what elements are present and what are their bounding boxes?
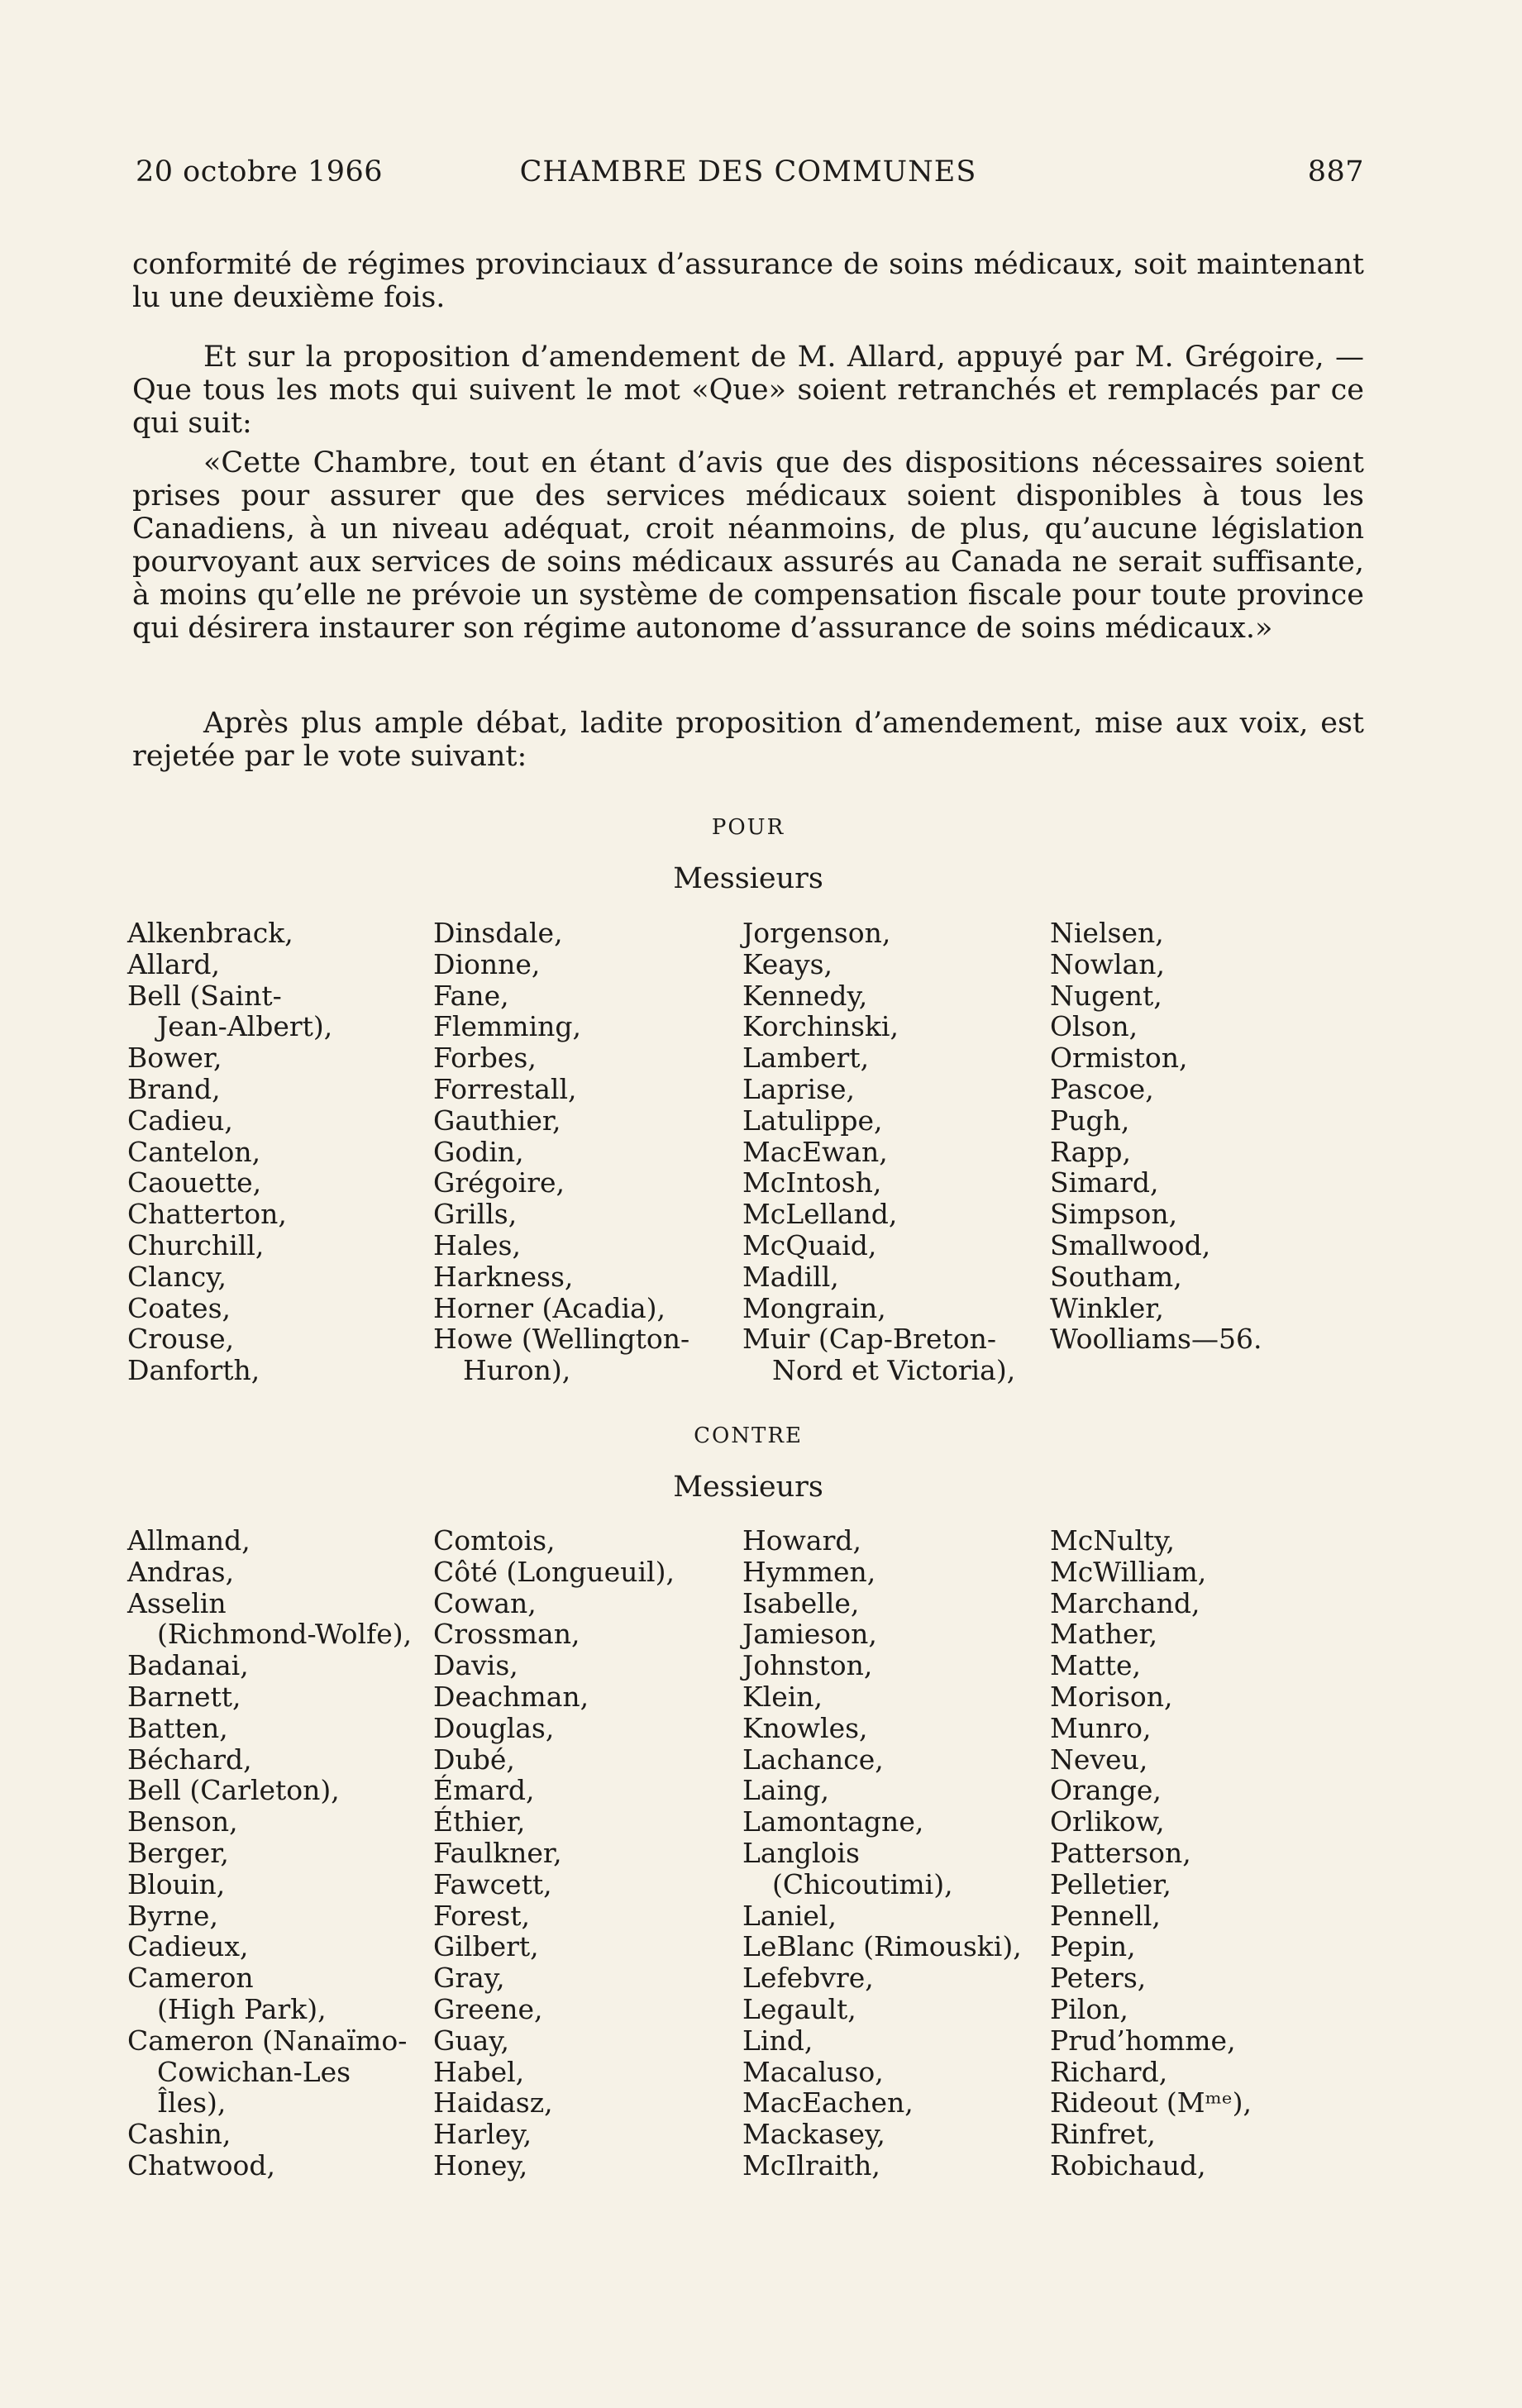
member-name: Danforth,	[127, 1354, 260, 1387]
member-name: Howe (Wellington-	[433, 1323, 690, 1356]
member-name: Latulippe,	[742, 1104, 883, 1137]
member-name: Batten,	[127, 1711, 228, 1744]
member-name: Alkenbrack,	[127, 917, 293, 949]
member-name: Godin,	[433, 1135, 524, 1168]
member-name: Orange,	[1050, 1774, 1162, 1807]
member-name: Pennell,	[1050, 1899, 1161, 1932]
member-name: Guay,	[433, 2024, 510, 2057]
member-name: Greene,	[433, 1992, 543, 2025]
member-name: Habel,	[433, 2055, 525, 2088]
member-name: Muir (Cap-Breton-	[742, 1323, 997, 1356]
member-name: Rideout (Mᵐᵉ),	[1050, 2086, 1252, 2120]
page-header	[132, 155, 1364, 197]
member-name: (High Park),	[157, 1992, 327, 2025]
member-name: Fane,	[433, 979, 509, 1012]
member-name: Nielsen,	[1050, 917, 1164, 949]
member-name: Béchard,	[127, 1743, 252, 1776]
body-paragraph-4: Après plus ample débat, ladite proposition d’amendement, mise aux voix, est rejetée par le vote suivant:	[132, 707, 1364, 773]
member-name: Côté (Longueuil),	[433, 1555, 675, 1588]
header-date: 20 octobre 1966	[136, 155, 384, 188]
member-name: Matte,	[1050, 1649, 1142, 1682]
member-name: Andras,	[127, 1555, 235, 1588]
member-name: Bower,	[127, 1042, 222, 1075]
member-name: Comtois,	[433, 1524, 556, 1557]
member-name: Pascoe,	[1050, 1072, 1154, 1105]
member-name: McLelland,	[742, 1198, 898, 1231]
member-name: Gauthier,	[433, 1104, 561, 1137]
member-name: Smallwood,	[1050, 1228, 1211, 1261]
member-name: McQuaid,	[742, 1228, 877, 1261]
member-name: Jorgenson,	[742, 917, 891, 949]
vote-for-heading: POUR	[711, 815, 785, 840]
member-name: Cashin,	[127, 2118, 231, 2151]
member-name: Dionne,	[433, 947, 541, 980]
member-name: Bell (Carleton),	[127, 1774, 340, 1807]
member-name: Morison,	[1050, 1680, 1173, 1713]
member-name: Howard,	[742, 1524, 861, 1557]
vote-for-subheading: Messieurs	[673, 862, 823, 895]
member-name: Émard,	[433, 1774, 535, 1807]
member-name: Mongrain,	[742, 1291, 886, 1324]
member-name: Gray,	[433, 1962, 505, 1995]
member-name: Allmand,	[127, 1524, 250, 1557]
vote-against-column-3	[742, 1525, 1048, 2182]
member-name: Faulkner,	[433, 1836, 562, 1869]
member-name: Legault,	[742, 1992, 856, 2025]
member-name: McIntosh,	[742, 1166, 882, 1199]
member-name: Clancy,	[127, 1260, 227, 1293]
member-name: Klein,	[742, 1680, 823, 1713]
member-name: Cadieu,	[127, 1104, 233, 1137]
member-name: Laniel,	[742, 1899, 837, 1932]
member-name: Dubé,	[433, 1743, 515, 1776]
vote-against-column-1	[127, 1525, 433, 2182]
member-name: Pilon,	[1050, 1992, 1128, 2025]
member-name: Crouse,	[127, 1323, 235, 1356]
member-name: Southam,	[1050, 1260, 1182, 1293]
member-name: Neveu,	[1050, 1743, 1148, 1776]
member-name: McWilliam,	[1050, 1555, 1207, 1588]
member-name: McIlraith,	[742, 2148, 880, 2182]
member-name: Laing,	[742, 1774, 830, 1807]
member-name: Nugent,	[1050, 979, 1162, 1012]
member-name: Blouin,	[127, 1867, 226, 1900]
member-name: Olson,	[1050, 1010, 1138, 1043]
member-name: Asselin	[127, 1586, 227, 1619]
member-name: Lachance,	[742, 1743, 884, 1776]
member-name: Simpson,	[1050, 1198, 1178, 1231]
body-paragraph-1: conformité de régimes provinciaux d’assurance de soins médicaux, soit maintenant lu une deuxième fois.	[132, 248, 1364, 314]
member-name: Forbes,	[433, 1042, 537, 1075]
member-name: Barnett,	[127, 1680, 241, 1713]
member-name: Haidasz,	[433, 2086, 553, 2120]
member-name: Jamieson,	[742, 1618, 877, 1651]
vote-against-subheading: Messieurs	[673, 1471, 823, 1504]
member-name: Cowichan-Les	[157, 2055, 351, 2088]
member-name: Peters,	[1050, 1962, 1147, 1995]
member-name: Lamontagne,	[742, 1805, 924, 1838]
member-name: Cameron	[127, 1962, 254, 1995]
member-name: Lambert,	[742, 1042, 870, 1075]
member-name: Éthier,	[433, 1805, 526, 1838]
member-name: Fawcett,	[433, 1867, 552, 1900]
member-name: (Chicoutimi),	[772, 1867, 953, 1900]
member-name: Rapp,	[1050, 1135, 1132, 1168]
vote-for-column-3	[742, 918, 1048, 1386]
vote-for-column-4	[1050, 918, 1356, 1355]
vote-against-heading: CONTRE	[694, 1423, 803, 1448]
member-name: Madill,	[742, 1260, 839, 1293]
member-name: Grills,	[433, 1198, 518, 1231]
member-name: Brand,	[127, 1072, 221, 1105]
member-name: Isabelle,	[742, 1586, 860, 1619]
member-name: Johnston,	[742, 1649, 873, 1682]
member-name: Cantelon,	[127, 1135, 261, 1168]
member-name: Cameron (Nanaïmo-	[127, 2024, 408, 2057]
member-name: Cadieux,	[127, 1930, 249, 1963]
member-name: Chatterton,	[127, 1198, 287, 1231]
body-paragraph-2: Et sur la proposition d’amendement de M. Allard, appuyé par M. Grégoire, —Que tous les mots qui suivent le mot «Que» soient retranchés et remplacés par ce qui suit:	[132, 341, 1364, 440]
member-name: Hymmen,	[742, 1555, 876, 1588]
member-name: Mather,	[1050, 1618, 1158, 1651]
member-name: Badanai,	[127, 1649, 249, 1682]
member-name: Crossman,	[433, 1618, 580, 1651]
member-name: Berger,	[127, 1836, 229, 1869]
vote-for-column-2	[433, 918, 739, 1386]
member-name: Horner (Acadia),	[433, 1291, 666, 1324]
member-name: Keays,	[742, 947, 833, 980]
member-name: Korchinski,	[742, 1010, 899, 1043]
member-name: Kennedy,	[742, 979, 868, 1012]
member-name: Pelletier,	[1050, 1867, 1171, 1900]
member-name: McNulty,	[1050, 1524, 1175, 1557]
member-name: Îles),	[157, 2086, 227, 2120]
member-name: MacEwan,	[742, 1135, 888, 1168]
member-name: Prud’homme,	[1050, 2024, 1236, 2057]
member-name: Coates,	[127, 1291, 231, 1324]
member-name: Patterson,	[1050, 1836, 1191, 1869]
vote-against-column-4	[1050, 1525, 1356, 2182]
member-name: Ormiston,	[1050, 1042, 1188, 1075]
header-title: CHAMBRE DES COMMUNES	[519, 155, 977, 188]
member-name: Byrne,	[127, 1899, 218, 1932]
member-name: Dinsdale,	[433, 917, 563, 949]
member-name: Nord et Victoria),	[772, 1354, 1016, 1387]
member-name: Mackasey,	[742, 2118, 885, 2151]
member-name: Huron),	[463, 1354, 571, 1387]
member-name: Orlikow,	[1050, 1805, 1165, 1838]
member-name: Cowan,	[433, 1586, 537, 1619]
member-name: Forrestall,	[433, 1072, 577, 1105]
member-name: Chatwood,	[127, 2148, 276, 2182]
member-name: Richard,	[1050, 2055, 1168, 2088]
member-name: Lefebvre,	[742, 1962, 874, 1995]
vote-against-column-2	[433, 1525, 739, 2182]
member-name: Churchill,	[127, 1228, 265, 1261]
member-name: Robichaud,	[1050, 2148, 1206, 2182]
member-name: Deachman,	[433, 1680, 589, 1713]
member-name: Honey,	[433, 2148, 528, 2182]
member-name: Benson,	[127, 1805, 238, 1838]
member-name: Woolliams—56.	[1050, 1323, 1262, 1356]
member-name: Lind,	[742, 2024, 813, 2057]
member-name: Forest,	[433, 1899, 530, 1932]
member-name: Davis,	[433, 1649, 518, 1682]
member-name: Langlois	[742, 1836, 860, 1869]
member-name: Simard,	[1050, 1166, 1159, 1199]
member-name: Knowles,	[742, 1711, 868, 1744]
member-name: Rinfret,	[1050, 2118, 1156, 2151]
member-name: Douglas,	[433, 1711, 555, 1744]
member-name: MacEachen,	[742, 2086, 914, 2120]
member-name: Nowlan,	[1050, 947, 1165, 980]
body-paragraph-3: «Cette Chambre, tout en étant d’avis que des dispositions nécessaires soient prises pour assurer que des services médicaux soient disponibles à tous les Canadiens, à un niveau adéquat, croit néanmoins, de plus, qu’aucune législation pourvoyant aux services de soins médicaux assurés au Canada ne serait suffisante, à moins qu’elle ne prévoie un système de compensation fiscale pour toute province qui désirera instaurer son régime autonome d’assurance de soins médicaux.»	[132, 446, 1364, 645]
vote-for-column-1	[127, 918, 433, 1386]
member-name: Marchand,	[1050, 1586, 1200, 1619]
member-name: Munro,	[1050, 1711, 1152, 1744]
member-name: Harkness,	[433, 1260, 574, 1293]
member-name: LeBlanc (Rimouski),	[742, 1930, 1022, 1963]
member-name: (Richmond-Wolfe),	[157, 1618, 413, 1651]
member-name: Winkler,	[1050, 1291, 1164, 1324]
member-name: Pepin,	[1050, 1930, 1136, 1963]
member-name: Allard,	[127, 947, 221, 980]
member-name: Laprise,	[742, 1072, 855, 1105]
member-name: Bell (Saint-	[127, 979, 282, 1012]
member-name: Jean-Albert),	[157, 1010, 333, 1043]
member-name: Gilbert,	[433, 1930, 539, 1963]
member-name: Macaluso,	[742, 2055, 884, 2088]
member-name: Pugh,	[1050, 1104, 1130, 1137]
member-name: Flemming,	[433, 1010, 581, 1043]
member-name: Caouette,	[127, 1166, 262, 1199]
member-name: Hales,	[433, 1228, 521, 1261]
member-name: Grégoire,	[433, 1166, 565, 1199]
page-number: 887	[1307, 155, 1364, 188]
member-name: Harley,	[433, 2118, 532, 2151]
